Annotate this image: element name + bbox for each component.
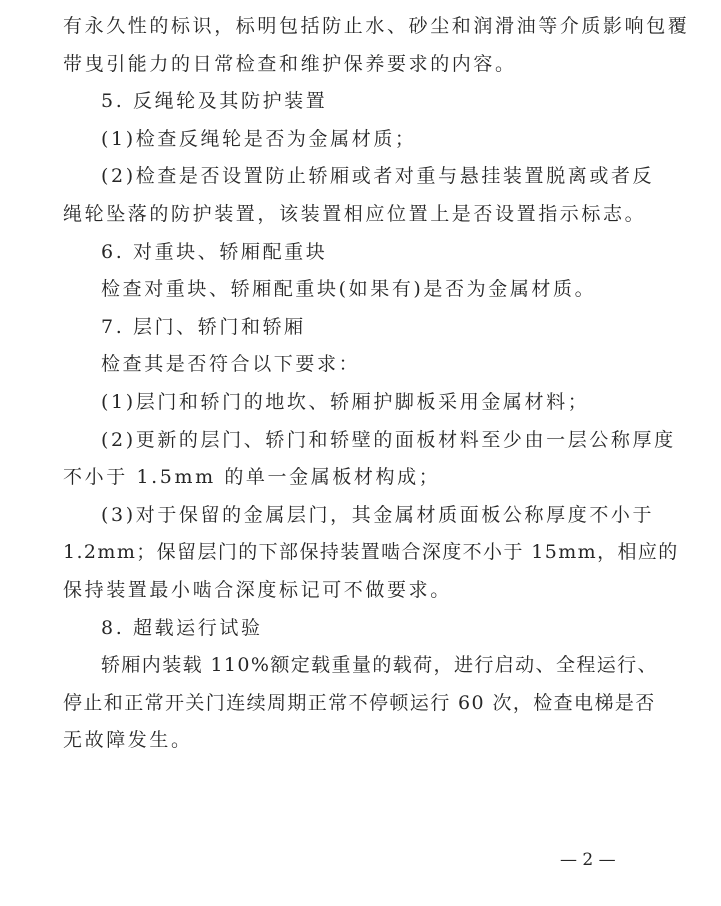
paragraph-line: 不小于 1.5mm 的单一金属板材构成； xyxy=(63,466,441,489)
section-heading-6: 6. 对重块、轿厢配重块 xyxy=(101,240,328,263)
paragraph-line: 检查对重块、轿厢配重块(如果有)是否为金属材质。 xyxy=(101,278,597,301)
paragraph-line: (1)检查反绳轮是否为金属材质； xyxy=(101,127,417,150)
paragraph-line: (2)检查是否设置防止轿厢或者对重与悬挂装置脱离或者反 xyxy=(101,165,655,188)
paragraph-line: 停止和正常开关门连续周期正常不停顿运行 60 次，检查电梯是否 xyxy=(63,691,656,714)
paragraph-line: (1)层门和轿门的地坎、轿厢护脚板采用金属材料； xyxy=(101,390,590,413)
paragraph-line: (3)对于保留的金属层门，其金属材质面板公称厚度不小于 xyxy=(101,503,655,526)
paragraph-line: 轿厢内装载 110%额定载重量的载荷，进行启动、全程运行、 xyxy=(101,654,658,677)
paragraph-line: 保持装置最小啮合深度标记可不做要求。 xyxy=(63,578,452,601)
paragraph-line: 绳轮坠落的防护装置，该装置相应位置上是否设置指示标志。 xyxy=(63,202,647,225)
section-heading-8: 8. 超载运行试验 xyxy=(101,616,263,639)
paragraph-line: 有永久性的标识，标明包括防止水、砂尘和润滑油等介质影响包覆 xyxy=(63,15,690,37)
paragraph-line: 无故障发生。 xyxy=(63,729,193,752)
paragraph-line: 1.2mm；保留层门的下部保持装置啮合深度不小于 15mm，相应的 xyxy=(63,541,679,564)
document-body xyxy=(63,8,690,760)
page-number: — 2 — xyxy=(560,850,616,870)
section-heading-5: 5. 反绳轮及其防护装置 xyxy=(101,90,328,113)
paragraph-line: 检查其是否符合以下要求： xyxy=(101,353,361,376)
paragraph-line: 带曳引能力的日常检查和维护保养要求的内容。 xyxy=(63,52,517,75)
section-heading-7: 7. 层门、轿门和轿厢 xyxy=(101,315,306,338)
paragraph-line: (2)更新的层门、轿门和轿壁的面板材料至少由一层公称厚度 xyxy=(101,428,676,451)
